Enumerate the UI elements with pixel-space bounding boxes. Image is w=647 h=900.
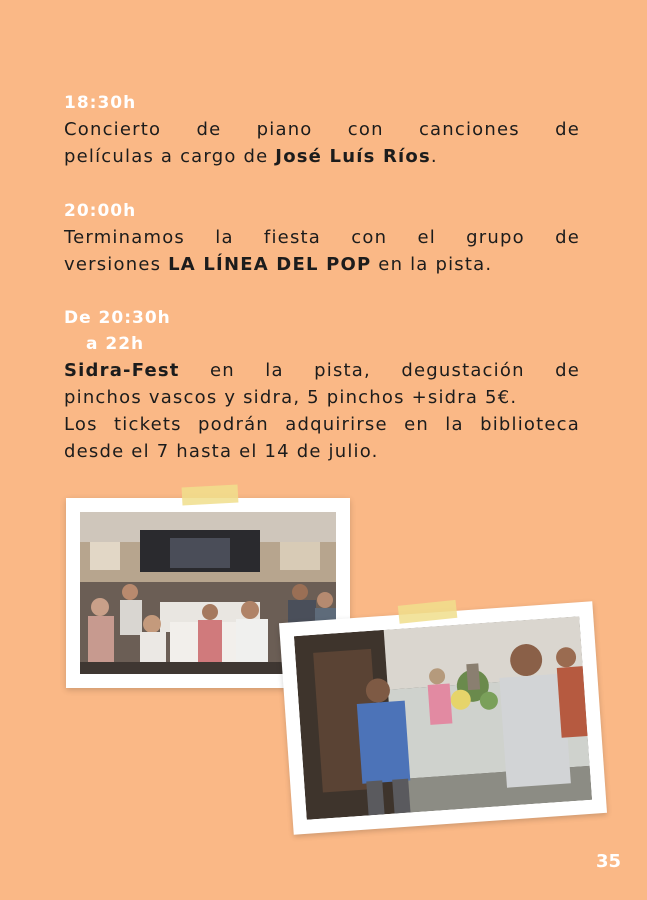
photo-procession: [279, 601, 607, 834]
tape-decoration: [182, 485, 239, 506]
event-text-line: [64, 251, 580, 278]
event-text-line: Concierto de piano con canciones de: [64, 119, 580, 140]
event-text-line: Los tickets podrán adquirirse en la biblioteca: [64, 414, 580, 435]
page-number: 35: [595, 851, 621, 872]
band-name: LA LÍNEA DEL POP: [168, 254, 372, 275]
event-text-line: pinchos vascos y sidra, 5 pinchos +sidra 5€.: [64, 387, 518, 408]
event-time-end: a 22h: [86, 334, 145, 354]
event-text-line: Terminamos la fiesta con el grupo de: [64, 227, 580, 248]
text-fragment: películas a cargo de: [64, 146, 276, 167]
event-text-line: [64, 143, 580, 170]
event-text-line: desde el 7 hasta el 14 de julio.: [64, 441, 379, 462]
text-fragment: .: [430, 146, 438, 167]
event-description: [64, 224, 580, 278]
event-2000: [64, 198, 580, 278]
photo-image: [294, 616, 592, 820]
text-fragment: en la pista, degustación de: [179, 360, 580, 381]
event-description: [64, 116, 580, 170]
event-time: 18:30h: [64, 93, 137, 113]
event-sidra-fest: [64, 305, 580, 465]
event-text-line: [64, 357, 580, 384]
event-title: Sidra-Fest: [64, 360, 180, 381]
text-fragment: versiones: [64, 254, 169, 275]
event-description: [64, 357, 580, 465]
event-time: De 20:30h: [64, 308, 171, 328]
procession-illustration: [294, 616, 592, 820]
event-time: 20:00h: [64, 201, 137, 221]
text-fragment: en la pista.: [371, 254, 493, 275]
performer-name: José Luís Ríos: [275, 146, 431, 167]
event-1830: [64, 90, 580, 170]
